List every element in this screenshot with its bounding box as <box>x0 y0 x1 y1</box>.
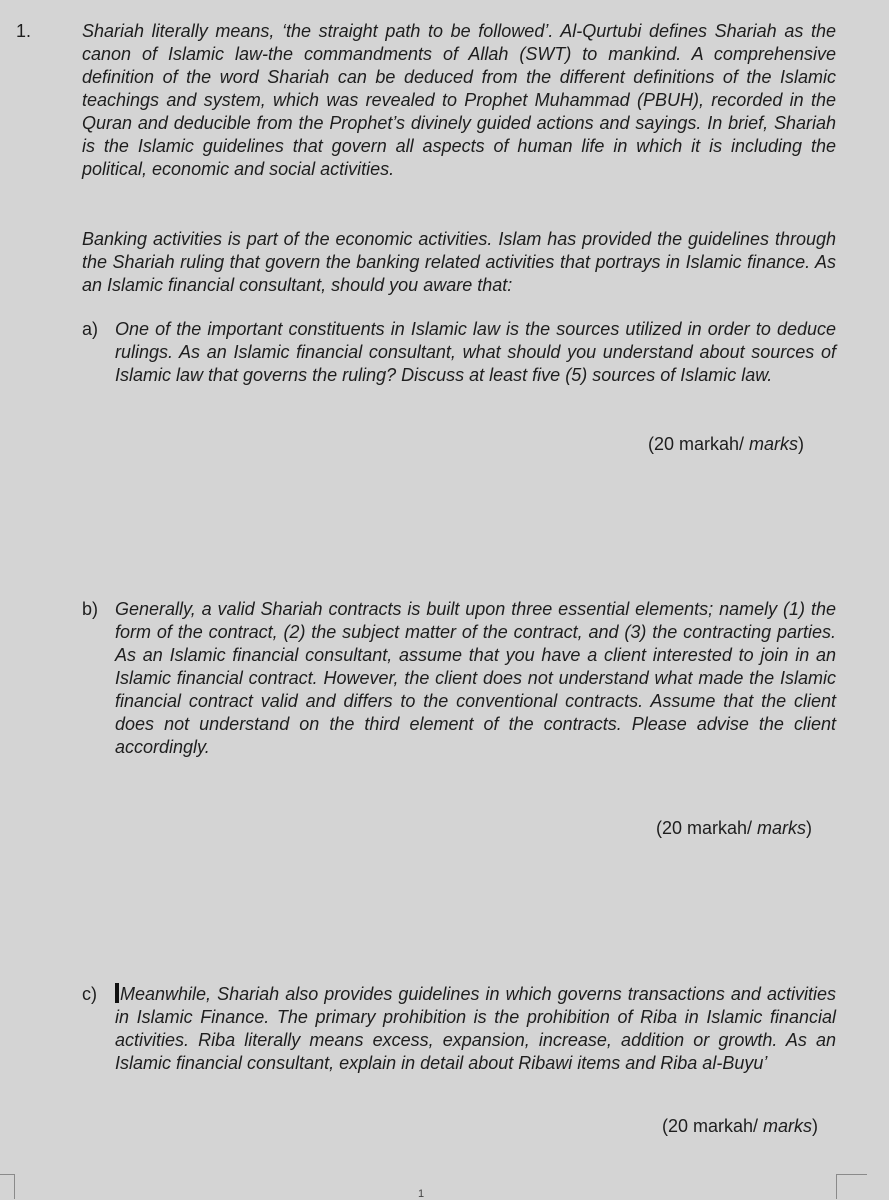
page-number: 1 <box>418 1188 425 1200</box>
marks-prefix: (20 markah/ <box>662 1116 764 1136</box>
question-number: 1. <box>16 21 32 41</box>
part-c-marks <box>662 1115 818 1138</box>
part-c-text: Meanwhile, Shariah also provides guidelines in which governs transactions and activities in Islamic Finance. The primary prohibition is the prohibition of Riba in Islamic financial activities. Riba literally means excess, expansion, increase, addition or growth. As an Islamic financial consultant, explain in detail about Ribawi items and Riba al-Buyu’ <box>115 984 836 1073</box>
marks-close: ) <box>812 1116 819 1136</box>
question-banking-paragraph: Banking activities is part of the economic activities. Islam has provided the guidelines through the Shariah ruling that govern the banking related activities that portrays in Islamic finance. As an Islamic financial consultant, should you aware that: <box>82 229 836 295</box>
question-intro-paragraph: Shariah literally means, ‘the straight path to be followed’. Al-Qurtubi defines Shariah as the canon of Islamic law-the commandments of Allah (SWT) to mankind. A comprehensive definition of the word Shariah can be deduced from the different definitions of the Islamic teachings and system, which was revealed to Prophet Muhammad (PBUH), recorded in the Quran and deducible from the Prophet’s divinely guided actions and sayings. In brief, Shariah is the Islamic guidelines that govern all aspects of human life in which it is including the political, economic and social activities. <box>82 21 836 179</box>
marks-english: marks <box>763 1116 813 1136</box>
marks-prefix: (20 markah/ <box>656 818 758 838</box>
part-b-label: b) <box>82 599 99 619</box>
text-cursor <box>115 983 119 1003</box>
part-a-marks <box>648 433 804 456</box>
part-c-paragraph[interactable] <box>115 983 836 1075</box>
marks-english: marks <box>757 818 807 838</box>
marks-close: ) <box>806 818 813 838</box>
marks-close: ) <box>798 434 805 454</box>
part-a-text: One of the important constituents in Islamic law is the sources utilized in order to deduce rulings. As an Islamic financial consultant, what should you understand about sources of Islamic law that governs the ruling? Discuss at least five (5) sources of Islamic law. <box>115 319 836 385</box>
marks-english: marks <box>749 434 799 454</box>
marks-prefix: (20 markah/ <box>648 434 750 454</box>
page-corner-marker-right <box>836 1174 867 1199</box>
page-corner-marker-left <box>0 1174 15 1199</box>
part-a-label: a) <box>82 319 99 339</box>
part-b-marks <box>656 817 812 840</box>
part-b-text: Generally, a valid Shariah contracts is built upon three essential elements; namely (1) the form of the contract, (2) the subject matter of the contract, and (3) the contracting parties. As an Islamic financial consultant, assume that you have a client interested to join in an Islamic financial contract. However, the client does not understand what made the Islamic financial contract valid and differs to the conventional contracts. Assume that the client does not understand on the third element of the contracts. Please advise the client accordingly. <box>115 599 836 757</box>
part-c-label: c) <box>82 984 97 1004</box>
